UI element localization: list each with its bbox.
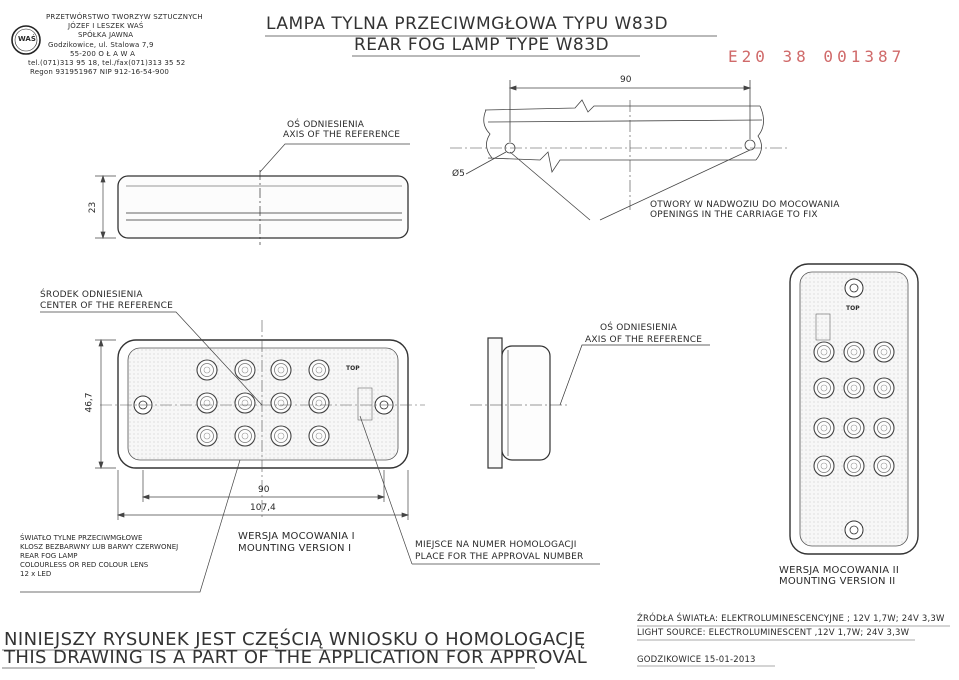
overall-width-dimension: 107,4	[250, 503, 276, 513]
version-two-label-en: MOUNTING VERSION II	[779, 576, 896, 587]
hole-spacing-dimension: 90	[620, 75, 632, 85]
company-line-3: SPÓŁKA JAWNA	[78, 31, 134, 39]
version-one-label-pl: WERSJA MOCOWANIA I	[238, 531, 355, 542]
logo-text: WAŚ	[18, 35, 36, 43]
version-two-label-pl: WERSJA MOCOWANIA II	[779, 565, 899, 576]
openings-label-pl: OTWORY W NADWOZIU DO MOCOWANIA	[650, 200, 840, 210]
openings-label-en: OPENINGS IN THE CARRIAGE TO FIX	[650, 210, 818, 220]
side-profile-lamp	[470, 335, 710, 468]
side-view-lamp	[118, 170, 408, 245]
axis-top-leader	[260, 144, 410, 172]
approval-place-label-en: PLACE FOR THE APPROVAL NUMBER	[415, 552, 584, 562]
place-date-label: GODZIKOWICE 15-01-2013	[637, 655, 756, 665]
company-line-6: tel.(071)313 95 18, tel./fax(071)313 35 52	[28, 59, 186, 67]
axis-reference-label-en: AXIS OF THE REFERENCE	[283, 130, 401, 140]
approval-stamp: E20 38 001387	[728, 47, 906, 66]
center-reference-label-en: CENTER OF THE REFERENCE	[40, 301, 173, 311]
approval-note-en: THIS DRAWING IS A PART OF THE APPLICATION FOR APPROVAL	[4, 647, 588, 668]
center-reference-label-pl: ŚRODEK ODNIESIENIA	[40, 290, 143, 300]
axis-reference-label-pl: OŚ ODNIESIENIA	[287, 120, 365, 130]
light-source-label-en: LIGHT SOURCE: ELECTROLUMINESCENT ,12V 1,7W; 24V 3,3W	[637, 628, 910, 638]
title-english: REAR FOG LAMP TYPE W83D	[354, 35, 610, 55]
front-height-dimension: 46,7	[84, 392, 95, 413]
front-hole-spacing-dimension: 90	[258, 485, 270, 495]
top-mark-front: TOP	[346, 365, 360, 372]
approval-place-label-pl: MIEJSCE NA NUMER HOMOLOGACJI	[415, 540, 577, 550]
approval-note-pl: NINIEJSZY RYSUNEK JEST CZĘŚCIĄ WNIOSKU O HOMOLOGACJĘ	[4, 629, 586, 650]
axis-side-label-en: AXIS OF THE REFERENCE	[585, 335, 703, 345]
side-height-dimension: 23	[88, 201, 99, 214]
top-mark-version-two: TOP	[846, 305, 860, 312]
company-line-1: PRZETWÓRSTWO TWORZYW SZTUCZNYCH	[46, 13, 203, 21]
hole-diameter-dimension: Ø5	[452, 169, 465, 179]
company-line-4: Godzikowice, ul. Stalowa 7,9	[48, 41, 154, 49]
company-line-5: 55-200 O Ł A W A	[70, 50, 136, 58]
mounting-holes-view	[450, 80, 790, 220]
lens-description: ŚWIATŁO TYLNE PRZECIWMGŁOWE KLOSZ BEZBARWNY LUB BARWY CZERWONEJ REAR FOG LAMP COLOURLESS OR RED COLOUR LENS 12 x LED	[20, 534, 179, 578]
title-polish: LAMPA TYLNA PRZECIWMGŁOWA TYPU W83D	[266, 14, 669, 34]
company-line-7: Regon 931951967 NIP 912-16-54-900	[30, 68, 170, 76]
version-one-label-en: MOUNTING VERSION I	[238, 543, 352, 554]
light-source-label-pl: ŹRÓDŁA ŚWIATŁA: ELEKTROLUMINESCENCYJNE ; 12V 1,7W; 24V 3,3W	[637, 614, 945, 624]
axis-side-label-pl: OŚ ODNIESIENIA	[600, 323, 678, 333]
company-line-2: JÓZEF I LESZEK WAŚ	[68, 22, 144, 30]
